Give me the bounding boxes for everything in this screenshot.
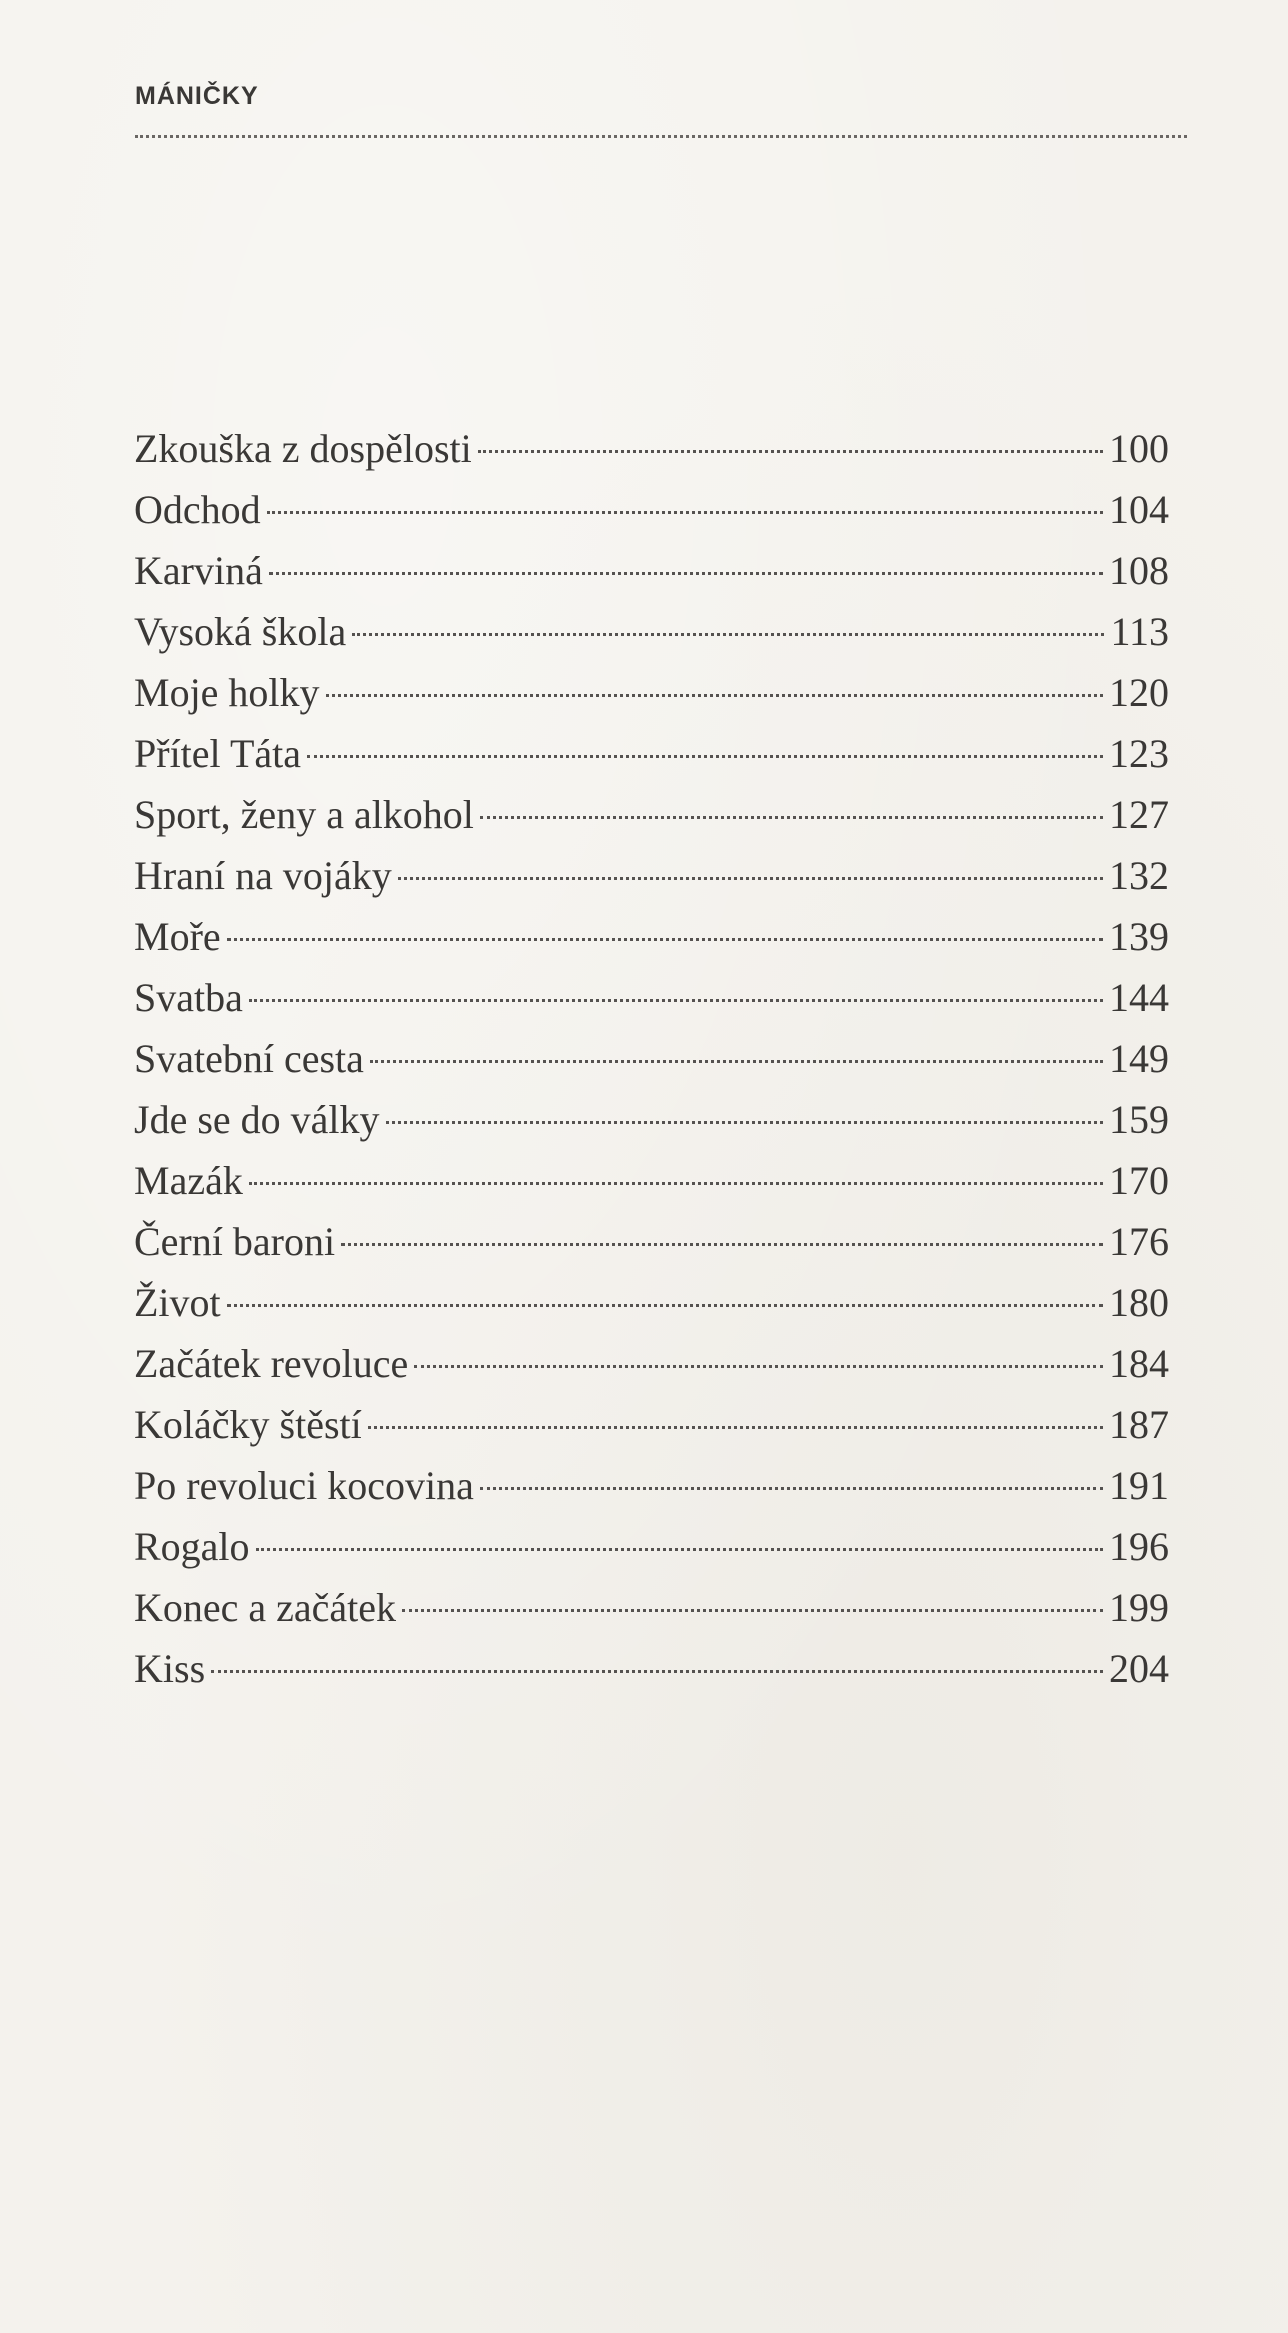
toc-entry-page: 184	[1109, 1341, 1169, 1386]
toc-dot-leader	[326, 694, 1103, 697]
toc-dot-leader	[267, 511, 1103, 514]
toc-entry-title: Kiss	[134, 1646, 206, 1691]
toc-entry[interactable]	[134, 479, 1169, 540]
toc-entry-title: Karviná	[134, 548, 263, 593]
toc-entry-title: Přítel Táta	[134, 731, 301, 776]
toc-entry[interactable]	[134, 967, 1169, 1028]
toc-entry-page: 108	[1109, 548, 1169, 593]
toc-entry[interactable]	[134, 1577, 1169, 1638]
toc-entry-title: Rogalo	[134, 1524, 250, 1569]
toc-dot-leader	[256, 1548, 1103, 1551]
toc-entry-title: Konec a začátek	[134, 1585, 397, 1630]
toc-entry-title: Sport, ženy a alkohol	[134, 792, 474, 837]
toc-entry-title: Svatební cesta	[134, 1036, 364, 1081]
toc-entry[interactable]	[134, 601, 1169, 662]
toc-entry[interactable]	[134, 418, 1169, 479]
toc-dot-leader	[249, 1182, 1103, 1185]
toc-entry-page: 113	[1110, 609, 1169, 654]
toc-entry-page: 180	[1109, 1280, 1169, 1325]
toc-entry[interactable]	[134, 1028, 1169, 1089]
toc-entry-title: Koláčky štěstí	[134, 1402, 362, 1447]
toc-entry[interactable]	[134, 845, 1169, 906]
toc-entry[interactable]	[134, 1638, 1169, 1699]
toc-entry-page: 159	[1109, 1097, 1169, 1142]
toc-entry[interactable]	[134, 1150, 1169, 1211]
toc-entry-title: Mazák	[134, 1158, 243, 1203]
toc-entry-page: 127	[1109, 792, 1169, 837]
table-of-contents	[134, 418, 1169, 1699]
toc-entry-title: Hraní na vojáky	[134, 853, 392, 898]
toc-entry[interactable]	[134, 1089, 1169, 1150]
toc-entry-page: 104	[1109, 487, 1169, 532]
toc-dot-leader	[478, 450, 1103, 453]
toc-entry[interactable]	[134, 540, 1169, 601]
toc-dot-leader	[368, 1426, 1103, 1429]
toc-entry[interactable]	[134, 662, 1169, 723]
toc-dot-leader	[414, 1365, 1103, 1368]
toc-dot-leader	[227, 1304, 1103, 1307]
toc-dot-leader	[386, 1121, 1103, 1124]
toc-entry[interactable]	[134, 1333, 1169, 1394]
toc-dot-leader	[227, 938, 1103, 941]
toc-entry-title: Jde se do války	[134, 1097, 380, 1142]
toc-entry[interactable]	[134, 1394, 1169, 1455]
toc-entry[interactable]	[134, 1516, 1169, 1577]
toc-entry-title: Odchod	[134, 487, 261, 532]
toc-entry-page: 132	[1109, 853, 1169, 898]
toc-entry-page: 123	[1109, 731, 1169, 776]
toc-entry[interactable]	[134, 723, 1169, 784]
toc-entry-title: Začátek revoluce	[134, 1341, 409, 1386]
toc-entry-title: Zkouška z dospělosti	[134, 426, 472, 471]
toc-entry-page: 196	[1109, 1524, 1169, 1569]
toc-dot-leader	[398, 877, 1103, 880]
toc-dot-leader	[370, 1060, 1103, 1063]
toc-dot-leader	[269, 572, 1103, 575]
toc-entry-title: Po revoluci kocovina	[134, 1463, 474, 1508]
toc-entry-title: Život	[134, 1280, 221, 1325]
toc-dot-leader	[249, 999, 1103, 1002]
toc-dot-leader	[352, 633, 1104, 636]
toc-entry-title: Svatba	[134, 975, 243, 1020]
toc-dot-leader	[480, 816, 1103, 819]
toc-entry[interactable]	[134, 784, 1169, 845]
toc-entry-page: 204	[1109, 1646, 1169, 1691]
toc-entry-page: 139	[1109, 914, 1169, 959]
toc-entry[interactable]	[134, 1272, 1169, 1333]
toc-entry-title: Černí baroni	[134, 1219, 336, 1264]
toc-entry[interactable]	[134, 1455, 1169, 1516]
toc-dot-leader	[341, 1243, 1103, 1246]
toc-entry-page: 191	[1109, 1463, 1169, 1508]
running-head: MÁNIČKY	[135, 82, 259, 110]
toc-entry-page: 149	[1109, 1036, 1169, 1081]
toc-entry[interactable]	[134, 1211, 1169, 1272]
toc-dot-leader	[480, 1487, 1103, 1490]
toc-entry-page: 144	[1109, 975, 1169, 1020]
toc-entry-page: 100	[1109, 426, 1169, 471]
toc-entry-page: 199	[1109, 1585, 1169, 1630]
toc-entry-page: 170	[1109, 1158, 1169, 1203]
toc-dot-leader	[307, 755, 1103, 758]
header-dotted-rule	[135, 135, 1187, 138]
toc-dot-leader	[211, 1670, 1103, 1673]
toc-entry[interactable]	[134, 906, 1169, 967]
toc-entry-page: 120	[1109, 670, 1169, 715]
toc-entry-page: 187	[1109, 1402, 1169, 1447]
toc-entry-title: Vysoká škola	[134, 609, 347, 654]
toc-entry-title: Moře	[134, 914, 221, 959]
toc-entry-title: Moje holky	[134, 670, 320, 715]
toc-dot-leader	[402, 1609, 1103, 1612]
toc-entry-page: 176	[1109, 1219, 1169, 1264]
